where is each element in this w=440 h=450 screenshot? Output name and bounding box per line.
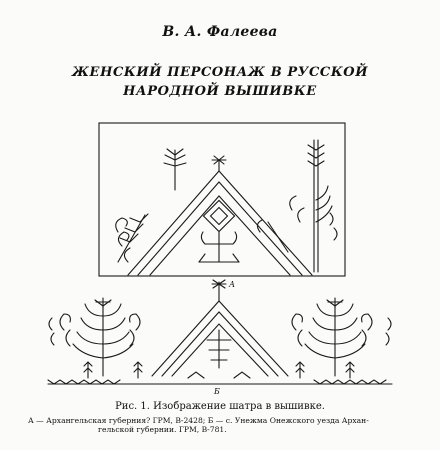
source-line-1: А — Архангельская губерния? ГРМ, В-2428; Б — с. Унежма Онежского уезда Архан-	[28, 416, 369, 425]
figure-label-a: А	[229, 280, 236, 289]
tree-motif-b-left	[49, 298, 140, 376]
source-line-2: гельской губернии. ГРМ, В-781.	[98, 425, 227, 434]
title-line-2: НАРОДНОЙ ВЫШИВКЕ	[123, 84, 317, 99]
tent-motif-b	[152, 280, 288, 376]
tree-motif-b-right	[292, 298, 391, 376]
border-motif-b	[48, 362, 392, 384]
author-name: В. А. Фалеева	[162, 24, 278, 40]
title-line-1: ЖЕНСКИЙ ПЕРСОНАЖ В РУССКОЙ	[71, 65, 369, 80]
figure-caption: Рис. 1. Изображение шатра в вышивке.	[115, 401, 325, 412]
tent-motif-a	[128, 156, 312, 275]
figure-label-b: Б	[214, 387, 220, 396]
figure-source-note	[28, 416, 420, 434]
